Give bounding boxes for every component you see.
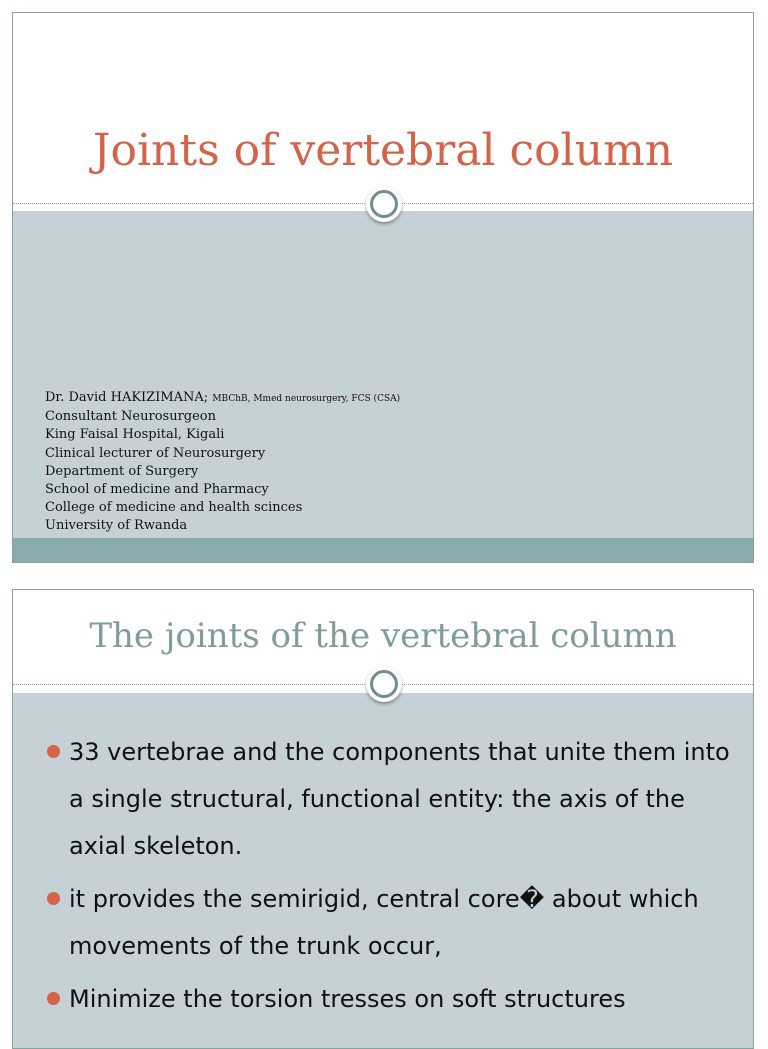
author-line: Consultant Neurosurgeon <box>45 409 217 425</box>
list-item <box>47 729 747 870</box>
author-line: University of Rwanda <box>45 518 188 534</box>
list-item <box>47 876 747 970</box>
slide-title: The joints of the vertebral column <box>89 616 677 656</box>
ring-ornament-icon <box>366 666 402 702</box>
author-credentials: MBChB, Mmed neurosurgery, FCS (CSA) <box>212 394 401 404</box>
bullet-text: Minimize the torsion tresses on soft structures <box>69 985 626 1013</box>
author-line: Clinical lecturer of Neurosurgery <box>45 445 266 461</box>
ring-ornament-icon <box>366 186 402 222</box>
bullet-text: it provides the semirigid, central core� about which movements of the trunk occur, <box>69 885 699 960</box>
author-line <box>45 389 400 408</box>
bullet-dot-icon <box>47 892 60 905</box>
bullet-dot-icon <box>47 745 60 758</box>
slide-title: Joints of vertebral column <box>92 125 674 176</box>
content-slide <box>12 589 754 1049</box>
author-line: Department of Surgery <box>45 463 199 479</box>
author-line: College of medicine and health scinces <box>45 500 303 516</box>
author-line: King Faisal Hospital, Kigali <box>45 427 225 443</box>
author-name: Dr. David HAKIZIMANA; <box>45 390 213 405</box>
author-line: School of medicine and Pharmacy <box>45 482 269 498</box>
title-slide <box>12 12 754 563</box>
bullet-dot-icon <box>47 992 60 1005</box>
bullet-text: 33 vertebrae and the components that unite them into a single structural, functional entity: the axis of the axial skeleton. <box>69 738 730 860</box>
list-item <box>47 976 747 1023</box>
bullet-list <box>47 729 747 1029</box>
footer-band <box>13 538 753 563</box>
author-block <box>45 389 400 536</box>
